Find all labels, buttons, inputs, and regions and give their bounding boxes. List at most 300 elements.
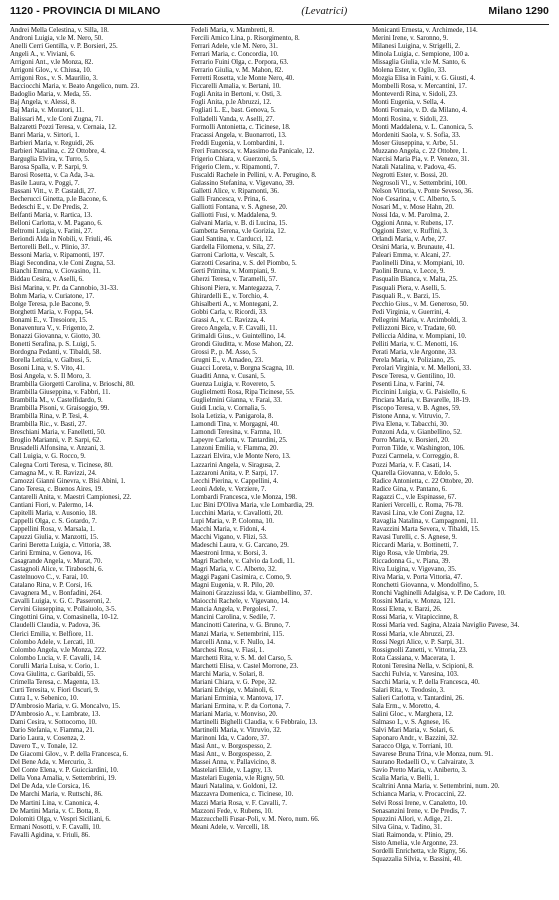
listing-entry: Nossi Ida, v. M. Parolma, 2. <box>372 212 450 220</box>
listing-entry: Negrotti Ester, v. Bossi, 20. <box>372 171 448 179</box>
listing-entry: Basile Laura, v. Poggi, 7. <box>10 179 80 187</box>
listing-entry: Cavagnera M., v. Bonfadini, 264. <box>10 590 102 598</box>
listing-entry: Arrigoni Ant., v.le Monza, 82. <box>10 59 94 67</box>
listing-entry: Dario Stefania, v. Fiamma, 21. <box>10 727 95 735</box>
listing-entry: Colombo Lucia, v. F. Cavalli, 14. <box>10 654 102 662</box>
listing-entry: Schianca Maria, v. Procaccini, 22. <box>372 791 467 799</box>
listing-entry: Rota Cassiana, v. Macerata, 1. <box>372 654 456 662</box>
listing-entry: Sordelli Enrichetta, v.le Rigny, 56. <box>372 847 468 855</box>
listing-entry: Ravazzini Marta Severa, v. Tibaldi, 15. <box>372 525 480 533</box>
listing-entry: Massei Anna, v. Pallavicino, 8. <box>191 759 277 767</box>
listing-entry: Ragazzi C., v.le Espinasse, 67. <box>372 493 457 501</box>
listing-entry: Balissari M., v.le Coni Zugna, 71. <box>10 115 104 123</box>
listing-entry: Bessoni Maria, v. Ripamonti, 197. <box>10 252 105 260</box>
listing-entry: Gerti Primina, v. Mompiani, 9. <box>191 268 276 276</box>
listing-entry: Squazzalia Silvia, v. Bassini, 40. <box>372 855 462 863</box>
listing-entry: Fogliati L. E., bast. Genova, 5. <box>191 107 276 115</box>
listing-entry: Radice Gina, v. Pantano, 6. <box>372 485 447 493</box>
listing-entry: Mombelli Rosa, v. Mercantini, 17. <box>372 83 467 91</box>
listing-entry: Cutra I., v. Sebenico, 10. <box>10 694 79 702</box>
listing-entry: Perolari Virginia, v. M. Melloni, 33. <box>372 364 472 372</box>
listing-entry: Saurano Redaelli O., v. Calvairate, 3. <box>372 759 475 767</box>
listing-entry: Mariani Ermina, v. P. da Cortona, 7. <box>191 702 291 710</box>
listing-entry: Cano Teresa, c. Buenos Aires, 19. <box>10 485 103 493</box>
listing-entry: Davero T., v. Tonale, 12. <box>10 743 78 751</box>
listing-entry: Camozzi Gianni Ginevra, v. Bisi Abini, 1. <box>10 477 126 485</box>
listing-entry: Oggioni Anna, v. Rubens, 17. <box>372 220 454 228</box>
listing-entry: Barosi Rosetta, v. Ca Ada, 3-a. <box>10 171 95 179</box>
listing-entry: Banri Maria, v. Sirtori, 1. <box>10 131 80 139</box>
listing-entry: Maestroni Irma, v. Borsi, 3. <box>191 550 268 558</box>
listing-entry: Pedi Virginia, v. Guerrini, 4. <box>372 308 451 316</box>
listing-entry: Brambilla Pisoni, v. Graisoggio, 99. <box>10 405 110 413</box>
listing-entry: Molena Ester, v. Oglio, 33. <box>372 67 447 75</box>
listing-entry: Galli Francesca, v. Prina, 6. <box>191 195 268 203</box>
listing-entry: Fracassi Angela, v. Buonarroti, 13. <box>191 131 287 139</box>
listing-entry: Ghisalberti A., v. Montegani, 2. <box>191 300 279 308</box>
section-title: PROVINCIA DI MILANO <box>42 5 161 17</box>
listing-entry: Lamondi Tina, v. Morgagni, 40. <box>191 421 279 429</box>
listing-entry: Riva Maria, v. Porta Vittoria, 47. <box>372 574 463 582</box>
listing-entry: Castelnuovo C., v. Farai, 10. <box>10 574 89 582</box>
listing-entry: Paolinelli Dina, v. Mompiani, 10. <box>372 260 465 268</box>
listing-entry: Castagnoli Alice, v. Tiraboschi, 6. <box>10 566 104 574</box>
listing-entry: Bonazzi Giovanna, v. Giotto, 30. <box>10 332 101 340</box>
listing-entry: Mastelari Eugenia, v.le Rigny, 50. <box>191 775 285 783</box>
listing-entry: Selvi Rossi Irene, v. Canaletto, 10. <box>372 799 468 807</box>
listing-entry: Milanesi Luigina, v. Strigelli, 2. <box>372 43 460 51</box>
listing-entry: Piva Elena, v. Tabacchi, 30. <box>372 421 449 429</box>
listing-entry: Cingottini Gina, v. Comasinella, 10-12. <box>10 614 119 622</box>
listing-entry: Rossignolli Zanetti, v. Vittoria, 23. <box>372 646 468 654</box>
listing-entry: Macchi Vigano, v. Flizi, 53. <box>191 533 268 541</box>
listing-entry: Bonetti Serafina, p. S. Luigi, 5. <box>10 340 97 348</box>
listing-entry: Lazzari Elvira, v.le Monte Nero, 13. <box>191 453 291 461</box>
listing-entry: Borghetti Maria, v. Foppa, 54. <box>10 308 94 316</box>
listing-entry: Brambilla Giuseppina, v. Fabbri, 11. <box>10 389 111 397</box>
listing-entry: Ronchi Vaghinelli Adalgisa, v. P. De Cadore, 10. <box>372 590 506 598</box>
listing-entry: Dolomiti Olga, v. Vespri Siciliani, 6. <box>10 815 111 823</box>
listing-entry: Perati Maria, v.le Argonne, 33. <box>372 348 457 356</box>
listing-entry: Guenza Luigia, v. Rovereto, 5. <box>191 381 276 389</box>
listing-entry: Spuzzini Allori, v. Adige, 21. <box>372 815 453 823</box>
listing-entry: Paolini Bruna, v. Lecce, 9. <box>372 268 446 276</box>
listing-entry: Pellegrini Maria, v. Arcimboldi, 3. <box>372 316 467 324</box>
listing-entry: Rossi Negri Alice, v. P. Sarpi, 31. <box>372 638 464 646</box>
listing-entry: Piccinini Luigia, v. G. Paisiello, 6. <box>372 389 467 397</box>
listing-entry: Ponzoni Ada, v. Gianbellino, 52. <box>372 429 462 437</box>
listing-entry: Gobbi Carla, v. Ricordi, 33. <box>191 308 268 316</box>
listing-entry: Call Luigia, v. G. Rocco, 9. <box>10 453 86 461</box>
listing-entry: Ermani Nosotti, v. F. Cavalli, 10. <box>10 823 101 831</box>
listing-entry: Lecchi Pierina, v. Cappellini, 4. <box>191 477 279 485</box>
listing-entry: Nosari M., v. Mose Hahn, 20. <box>372 204 454 212</box>
listing-entry: Broglio Marianni, v. P. Sarpi, 62. <box>10 437 102 445</box>
listing-entry: Marchesi Rosa, v. Fiasi, 1. <box>191 646 265 654</box>
listing-entry: Gherzi Teresa, v. Taramelli, 57. <box>191 276 278 284</box>
listing-entry: Cantarelli Anita, v. Maestri Campionesi, 22. <box>10 493 132 501</box>
listing-entry: Beriondi Alda in Nobili, v. Friuli, 46. <box>10 236 113 244</box>
page-header <box>10 5 549 23</box>
listing-entry: Pesce Teresa, v. Gentilino, 10. <box>372 373 456 381</box>
listing-column-1 <box>10 27 187 896</box>
listing-entry: Cervini Giuseppina, v. Pollaiuolo, 3-5. <box>10 606 117 614</box>
listing-entry: Garzotti Cesarina, v. S. del Piombo, 5. <box>191 260 297 268</box>
listing-entry: Perela Maria, v. Poliziano, 25. <box>372 356 456 364</box>
listing-entry: Lombardi Francesca, v.le Monza, 198. <box>191 493 297 501</box>
listing-entry: Bianchi Emma, v. Ciovasino, 11. <box>10 268 101 276</box>
listing-entry: Cappellini Rosa, v. Marsala, 1. <box>10 525 95 533</box>
listing-entry: Lazzaroni Anita, v. P. Sarpi, 17. <box>191 469 279 477</box>
listing-entry: Pesenti Lina, v. Farini, 74. <box>372 381 445 389</box>
listing-entry: Belloni Carlotta, v. M. Pagano, 6. <box>10 220 103 228</box>
listing-entry: Greco Angela, v. F. Cavalli, 11. <box>191 324 278 332</box>
listing-entry: Lazzarini Angela, v. Siragusa, 2. <box>191 461 281 469</box>
listing-entry: Ghirardelli E., v. Torchio, 4. <box>191 292 269 300</box>
listing-entry: Negrosoli Vl., v. Settembrini, 100. <box>372 179 467 187</box>
listing-entry: Sala Erm., v. Moretto, 4. <box>372 702 440 710</box>
listing-entry: Pelliccia Aldina, v. Mompiani, 10. <box>372 332 467 340</box>
listing-entry: Andrei Mella Celestina, v. Silla, 18. <box>10 27 109 34</box>
listing-columns <box>10 27 549 896</box>
listing-entry: Colombo Adele, v. Lercati, 10. <box>10 638 95 646</box>
listing-entry: Mastelari Elide, v. Lagny, 13. <box>191 767 273 775</box>
listing-entry: Mozgia Elisa in Faini, v. G. Giusti, 4. <box>372 75 476 83</box>
listing-entry: Scaltrini Anna Maria, v. Settembrini, num. 20. <box>372 783 500 791</box>
listing-entry: Ferrario Fuini Olga, c. Porpora, 63. <box>191 59 289 67</box>
listing-entry: Biagi Secondina, v.le Coni Zugna, 53. <box>10 260 116 268</box>
listing-entry: Breschiani Maria, v. Fanelletti, 50. <box>10 429 106 437</box>
listing-entry: Mariani Maria, v. Monviso, 20. <box>191 710 278 718</box>
listing-entry: Grimaldi Gius., v. Guintellino, 14. <box>191 332 286 340</box>
listing-entry: Monti Eugenia, v. Sella, 4. <box>372 99 446 107</box>
listing-entry: Saracco Olga, v. Torriani, 10. <box>372 743 453 751</box>
listing-entry: Bosoni Lina, v. S. Vito, 41. <box>10 364 85 372</box>
listing-entry: Maiocchi Rachele, v. Vigevano, 14. <box>191 598 290 606</box>
listing-entry: Favalli Agidina, v. Friuli, 86. <box>10 831 90 839</box>
listing-entry: Bonami E., v. Tresoiore, 15. <box>10 316 88 324</box>
listing-entry: Pecchio Gius., v. M. Generoso, 50. <box>372 300 469 308</box>
listing-entry: Missaglia Giulia, v.le M. Santo, 6. <box>372 59 467 67</box>
listing-entry: Lamondi Teresina, v. Farnna, 10. <box>191 429 282 437</box>
listing-entry: Formolli Antonietta, c. Ticinese, 18. <box>191 123 291 131</box>
listing-entry: Galliotti Fusi, v. Maddalena, 9. <box>191 212 277 220</box>
listing-entry: Bonaventura V., v. Frigento, 2. <box>10 324 95 332</box>
listing-entry: Savio Pretto Maria, v. Aniberto, 3. <box>372 767 467 775</box>
listing-entry: Fercili Amico Lina, p. Risorgimento, 8. <box>191 35 300 43</box>
listing-entry: Fogli Anita, p.le Abruzzi, 12. <box>191 99 272 107</box>
listing-entry: Brambilla Rina, v. P. Tesi, 4. <box>10 413 89 421</box>
listing-entry: Riccardi Maria, v. Bottinetti, 7. <box>372 542 459 549</box>
listing-entry: Piscopo Teresa, v. B. Agnes, 59. <box>372 405 461 413</box>
listing-column-3 <box>372 27 549 896</box>
listing-entry: Orlandi Maria, v. Arbe, 27. <box>372 236 447 244</box>
listing-entry: Galliotti Fontana, v. S. Agnese, 20. <box>191 204 288 212</box>
listing-entry: Arrigoni Glov., v. Chiusa, 10. <box>10 67 92 75</box>
listing-entry: Nelson Vittoria, v. Ponte Seveso, 36. <box>372 187 474 195</box>
listing-entry: Natali Natalina, v. Padova, 45. <box>372 163 457 171</box>
listing-entry: Silva Gina, v. Tadino, 31. <box>372 823 443 831</box>
listing-column-2 <box>191 27 368 896</box>
listing-entry: Scalia Maria, v. Belli, 1. <box>372 775 439 783</box>
listing-entry: Della Vona Amalia, v. Settembrini, 19. <box>10 775 117 783</box>
listing-entry: Del Conte Elena, v. P. Guicciardini, 10. <box>10 767 119 775</box>
listing-entry: Magri Maria, v. C. Alberto, 32. <box>191 566 277 574</box>
listing-entry: Barbieri Natalina, c. 22 Ottobre, 4. <box>10 147 106 155</box>
listing-entry: Curti Teresita, v. Fiori Oscuri, 9. <box>10 686 100 694</box>
listing-entry: Radice Antonietta, c. 22 Ottobre, 20. <box>372 477 474 485</box>
listing-entry: Pasquali R., v. Barzi, 15. <box>372 292 441 300</box>
listing-entry: Brambilla Ric., v. Basti, 27. <box>10 421 87 429</box>
listing-entry: Fuscaldi Rachele in Pellini, v. A. Perugino, 8. <box>191 171 317 179</box>
listing-entry: Bisi Marina, v. Pr. da Cannobio, 31-33. <box>10 284 119 292</box>
listing-entry: Ravasi Lina, v.le Coni Zugna, 12. <box>372 509 465 517</box>
listing-entry: Mancinotti Caterina, v. G. Bruno, 7. <box>191 622 291 630</box>
listing-entry: Rossi Maria, v.le Abruzzi, 23. <box>372 630 455 638</box>
listing-entry: Freri Francesca, v. Massimo da Panicale, 12. <box>191 147 315 155</box>
listing-entry: Minola Luigia, c. Sempione, 100 a. <box>372 51 470 59</box>
listing-entry: Biddau Cesira, v. Aselli, 6. <box>10 276 84 284</box>
listing-entry: Capitelli Maria, v. Ausonio, 18. <box>10 509 97 517</box>
listing-entry: Baj Angela, v. Alessi, 8. <box>10 99 77 107</box>
listing-entry: Pelliti Maria, v. C. Menotti, 16. <box>372 340 459 348</box>
listing-entry: Ghisoni Piera, v. Mantegazza, 7. <box>191 284 281 292</box>
listing-entry: Claudelli Claudia, v. Padova, 36. <box>10 622 101 630</box>
listing-entry: Cavalli Luigia, v. G. C. Passeroni, 2. <box>10 598 111 606</box>
listing-entry: Mazzoni Fede, v. Rubens, 10. <box>191 807 273 815</box>
listing-entry: Mariani Chiara, v. G. Pepe, 32. <box>191 678 277 686</box>
listing-entry: Marchi Maria, v. Solari, 8. <box>191 670 265 678</box>
listing-entry: Rossini Maria, v. Monza, 121. <box>372 598 456 606</box>
listing-entry: Bolge Teresa, p.le Bacone, 9. <box>10 300 91 308</box>
listing-entry: Marcelli Anna, v. F. Nullo, 14. <box>191 638 275 646</box>
listing-entry: Sisto Amelia, v.le Argonne, 23. <box>372 839 458 847</box>
listing-entry: Bohm Maria, v. Curiatone, 17. <box>10 292 95 300</box>
listing-entry: Narcisi Maria Pia, v. P. Venezo, 31. <box>372 155 470 163</box>
listing-entry: Del De Ada, v.le Corsica, 16. <box>10 783 91 791</box>
listing-entry: Barbieri Maria, v. Reguidi, 26. <box>10 139 95 147</box>
listing-entry: Camagna M., v. R. Ravizzi, 24. <box>10 469 97 477</box>
listing-entry: Senasanzini Irene, v. De Predis, 7. <box>372 807 467 815</box>
listing-entry: Colombo Angela, v.le Monza, 222. <box>10 646 107 654</box>
listing-entry: Belfanti Maria, v. Rartica, 13. <box>10 212 93 220</box>
listing-entry: Isola Letizia, v. Panigarola, 8. <box>191 413 274 421</box>
listing-entry: Borella Letizia, v. Galbusi, 5. <box>10 356 92 364</box>
listing-entry: Mariani Erminia, v. Mantova, 17. <box>191 694 284 702</box>
listing-entry: Barguglia Elvira, v. Turro, 5. <box>10 155 90 163</box>
listing-entry: Mancia Angela, v. Pergolesi, 7. <box>191 606 277 614</box>
listing-entry: Cantiani Fiori, v. Palermo, 14. <box>10 501 94 509</box>
listing-entry: Galvani Maria, v. B. di Lucina, 15. <box>191 220 288 228</box>
listing-entry: Guglielmetti Rosa, Ripa Ticinese, 55. <box>191 389 295 397</box>
listing-entry: Sacchi Maria, v. P. della Francesca, 40. <box>372 678 480 686</box>
listing-entry: Quarella Giovanna, v. Edolo, 5. <box>372 469 460 477</box>
listing-entry: Menicanti Ernesta, v. Archimede, 114. <box>372 27 478 34</box>
listing-entry: Bosi Angela, v. S. Il Moro, 3. <box>10 373 91 381</box>
listing-entry: De Martini Maria, v. C. Botta, 8. <box>10 807 101 815</box>
listing-entry: Martinelli Bighelli Claudia, v. 6 Febbraio, 13. <box>191 719 318 727</box>
listing-entry: Gaul Santina, v. Carducci, 12. <box>191 236 274 244</box>
listing-entry: Oggioni Ester, v. Ruffini, 3. <box>372 228 449 236</box>
listing-entry: Ferrario Giulia, v. M. Mahon, 82. <box>191 67 284 75</box>
listing-entry: Androni Luigia, v.le M. Nero, 50. <box>10 35 103 43</box>
listing-entry: Luc Bini D'Oliva Maria, v.le Lombardia, 29. <box>191 501 314 509</box>
listing-entry: Pellizzoni Bice, v. Tradate, 60. <box>372 324 457 332</box>
listing-entry: Guacci Loreta, v. Borgna Scagna, 10. <box>191 364 294 372</box>
listing-entry: Galassino Stefanina, v. Vigevano, 39. <box>191 179 295 187</box>
listing-entry: Corulli Maria Luisa, v. Corio, 1. <box>10 662 99 670</box>
listing-entry: Lucchini Maria, v. Cavallotti, 20. <box>191 509 283 517</box>
listing-entry: Magri Rachele, v. Calvio da Lodi, 11. <box>191 558 295 566</box>
listing-entry: Bertorelli Bell., v. Plinio, 37. <box>10 244 90 252</box>
listing-entry: Noe Cesarina, v. C. Alberto, 5. <box>372 195 457 203</box>
listing-entry: Ronchetti Giovanna, v. Mondolfino, 5. <box>372 582 479 590</box>
listing-entry: Del Bene Ada, v. Mercurio, 3. <box>10 759 93 767</box>
listing-entry: Saponaro Andr., v. Bazzini, 32. <box>372 735 458 743</box>
listing-entry: Carini Beretta Luigia, c. Vittoria, 38. <box>10 542 112 549</box>
listing-entry: Bacciocchi Maria, v. Beato Angelico, num. 23. <box>10 83 140 91</box>
listing-entry: Barosa Spalla, v. P. Sarpi, 9. <box>10 163 88 171</box>
listing-entry: Ficcarelli Amalia, v. Bertani, 10. <box>191 83 281 91</box>
listing-entry: Grassi A., v. C. Ravizza, 4. <box>191 316 266 324</box>
listing-entry: Madeschi Laura, v. G. Carcano, 29. <box>191 542 289 549</box>
listing-entry: Manzi Maria, v. Settembrini, 115. <box>191 630 285 638</box>
listing-entry: Ferrari Maria, c. Concordia, 10. <box>191 51 279 59</box>
listing-entry: Rossi Elena, v. Barzi, 26. <box>372 606 442 614</box>
listing-entry: Brambilla Giorgetti Carolina, v. Brioschi, 80. <box>10 381 135 389</box>
listing-entry: Catalano Rina, v. P. Corsi, 16. <box>10 582 93 590</box>
listing-entry: Gambetta Serena, v.le Gorizia, 12. <box>191 228 286 236</box>
listing-entry: Garroni Carlotta, v. Vescalt, 5. <box>191 252 275 260</box>
listing-entry: Brambilla M., v. Castelfidardo, 9. <box>10 397 103 405</box>
listing-entry: Fedeli Maria, v. Mambretti, 8. <box>191 27 274 34</box>
listing-entry: Salini Gloc., v. Marghera, 12. <box>372 710 454 718</box>
listing-entry: Grossi P., p. M. Asso, 5. <box>191 348 258 356</box>
listing-entry: Pasquali Piera, v. Aselli, 5. <box>372 284 446 292</box>
listing-entry: Mainoni Grazziussi Ida, v. Giambellino, 37. <box>191 590 313 598</box>
listing-entry: Crimella Teresa, c. Magenta, 13. <box>10 678 100 686</box>
listing-entry: Rossi Maria, v. Vitapiccinne, 8. <box>372 614 459 622</box>
listing-entry: Porron Tilde, v. Washington, 106. <box>372 445 465 453</box>
listing-entry: Pasqualin Bianca, v. Malta, 25. <box>372 276 458 284</box>
listing-entry: Arrigoni Ros., v. S. Maurilio, 3. <box>10 75 98 83</box>
listing-entry: Salieri Carlotta, v. Tantardini, 26. <box>372 694 464 702</box>
listing-entry: Grugni E., v. Amadeo, 23. <box>191 356 264 364</box>
listing-entry: Frigerio Chiara, v. Guerzoni, 5. <box>191 155 278 163</box>
listing-entry: Galletti Alice, v. Ripamonti, 36. <box>191 187 279 195</box>
listing-entry: D'Ambrosio A., v. Lambrate, 13. <box>10 710 101 718</box>
listing-entry: Marchetti Rita, v. S. M. del Carso, 5. <box>191 654 293 662</box>
listing-entry: Orsini Maria, v. Brunaute, 41. <box>372 244 455 252</box>
listing-entry: Lupi Maria, v. P. Colonna, 10. <box>191 517 274 525</box>
listing-entry: Monti Maddalena, v. L. Canonica, 5. <box>372 123 474 131</box>
listing-entry: Folladelli Vanda, v. Aselli, 27. <box>191 115 275 123</box>
listing-entry: Leoni Adele, v. Verziere, 7. <box>191 485 267 493</box>
listing-entry: Paleari Emma, v. Alcani, 27. <box>372 252 451 260</box>
listing-entry: Riva Luigina, v. Vigevano, 35. <box>372 566 457 574</box>
listing-entry: Pozzi Maria, v. F. Casati, 14. <box>372 461 452 469</box>
listing-entry: Guidi Lucia, v. Cornalia, 5. <box>191 405 267 413</box>
listing-entry: Magni Eugenia, v. R. Pilo, 20. <box>191 582 275 590</box>
listing-entry: De Giacomi Glov., v. P. della Francesca, 6. <box>10 751 128 759</box>
listing-entry: Porro Maria, v. Borsieri, 20. <box>372 437 450 445</box>
listing-entry: Salvi Mari Maria, v. Solari, 6. <box>372 727 455 735</box>
listing-entry: Cova Giulitta, c. Garibaldi, 55. <box>10 670 96 678</box>
listing-entry: Lapeyre Carlotta, v. Tantardini, 25. <box>191 437 288 445</box>
listing-entry: Casagrande Angela, v. Murat, 70. <box>10 558 103 566</box>
listing-entry: Dami Cesira, v. Sottocorno, 10. <box>10 719 97 727</box>
listing-entry: Grondi Giuditta, v. Mose Mahon, 22. <box>191 340 294 348</box>
listing-entry: Balzaretti Pozzi Teresa, v. Cernaia, 12. <box>10 123 117 131</box>
listing-entry: Freddi Eugenia, v. Lombardini, 1. <box>191 139 285 147</box>
listing-entry: Mariani Edvige, v. Mainoli, 6. <box>191 686 275 694</box>
listing-entry: Ferretti Rosetta, v.le Monte Nero, 40. <box>191 75 295 83</box>
listing-entry: Guglielmini Gianna, v. Farai, 33. <box>191 397 283 405</box>
listing-entry: Brusadelli Alfonsina, v. Anzani, 3. <box>10 445 105 453</box>
listing-entry: De Martini Lina, v. Canonica, 4. <box>10 799 100 807</box>
city-code: Milano 1290 <box>488 5 549 17</box>
listing-entry: Macchi Maria, v. Fidoni, 4. <box>191 525 267 533</box>
listing-entry: Clerici Emilia, v. Belfiore, 11. <box>10 630 94 638</box>
listing-entry: Mazzavra Domenica, c. Ticinese, 10. <box>191 791 294 799</box>
page-number: 1120 <box>10 5 34 17</box>
listing-entry: Merini Irene, v. Saronno, 9. <box>372 35 449 43</box>
listing-entry: Muzzano Angela, c. 22 Ottobre, 1. <box>372 147 468 155</box>
listing-entry: Angeli A., v. Viviani, 6. <box>10 51 76 59</box>
listing-entry: Moser Giuseppina, v. Arbe, 51. <box>372 139 459 147</box>
header-left: 1120 - PROVINCIA DI MILANO <box>10 5 161 17</box>
listing-entry: Sacchi Fulvia, v. Varesina, 103. <box>372 670 459 678</box>
listing-entry: Mordeniti Saola, v. S. Sofia, 33. <box>372 131 461 139</box>
listing-entry: Mancini Carolina, v. Sedile, 7. <box>191 614 276 622</box>
listing-entry: Dario Laura, v. Cosenza, 2. <box>10 735 86 743</box>
listing-entry: Mazzucchelli Fusar-Poli, v. M. Nero, num. 66. <box>191 815 320 823</box>
listing-entry: Ferrari Adele, v.le M. Nero, 31. <box>191 43 278 51</box>
listing-entry: Siati Raimonda, v. Plinio, 29. <box>372 831 454 839</box>
listing-entry: Masi Ant., v. Borgospesso, 2. <box>191 743 272 751</box>
listing-entry: De Marchi Maria, v. Ruttschi, 86. <box>10 791 103 799</box>
listing-entry: Marchetti Elisa, v. Castel Morrone, 23. <box>191 662 299 670</box>
listing-entry: Rigo Rosa, v.le Umbria, 29. <box>372 550 449 558</box>
listing-entry: Bordogna Pedanti, v. Tibaldi, 58. <box>10 348 102 356</box>
listing-entry: Pinciara Maria, v. Bavarelle, 18-19. <box>372 397 471 405</box>
listing-entry: Fogli Anita in Bertoni, v. Osti, 3. <box>191 91 282 99</box>
listing-entry: Beltromi Luigia, v. Farini, 27. <box>10 228 93 236</box>
listing-entry: Badoglio Maria, v. Meda, 55. <box>10 91 92 99</box>
listing-entry: Guaditi Anna, v. Cusani, 5. <box>191 373 266 381</box>
listing-entry: Maggi Pagani Casimira, c. Como, 9. <box>191 574 292 582</box>
listing-entry: Cappelli Olga, c. S. Gotardo, 7. <box>10 517 97 525</box>
listing-entry: Monteverdi Rina, v. Sidoli, 23. <box>372 91 458 99</box>
listing-entry: Baj Maria, v. Moratori, 11. <box>10 107 84 115</box>
listing-entry: Becherucci Ginetta, p.le Bacone, 6. <box>10 195 108 203</box>
listing-entry: Salari Rita, v. Teodosio, 3. <box>372 686 445 694</box>
listing-entry: Pozzi Carmela, v. Correggio, 8. <box>372 453 459 461</box>
entry-range: (Levatrici) <box>301 6 348 17</box>
listing-entry: D'Ambrosio Maria, v. G. Moncalvo, 15. <box>10 702 121 710</box>
listing-entry: Rossi Maria ved. Sagina, Alzaia Naviglio Pavese, 34. <box>372 622 520 630</box>
listing-entry: Lanzoni Emilia, v. Flamma, 20. <box>191 445 279 453</box>
listing-entry: Anelli Cerri Gentilla, v. P. Borsieri, 25. <box>10 43 118 51</box>
listing-entry: Ranieri Vercelli, c. Roma, 76-78. <box>372 501 463 509</box>
listing-entry: Riccadonna G., v. Piana, 39. <box>372 558 451 566</box>
listing-entry: Masi Ant., v. Borgospesso, 2. <box>191 751 272 759</box>
listing-entry: Ravaglia Natalina, v. Campagnoni, 11. <box>372 517 479 525</box>
listing-entry: Calegna Corti Teresa, v. Ticinese, 80. <box>10 461 113 469</box>
listing-entry: Ravasi Turelli, c. S. Agnese, 9. <box>372 533 457 541</box>
listing-entry: Mauri Natalina, v. Goldoni, 12. <box>191 783 278 791</box>
listing-entry: Rotoni Teresina Nella, v. Scipioni, 8. <box>372 662 474 670</box>
